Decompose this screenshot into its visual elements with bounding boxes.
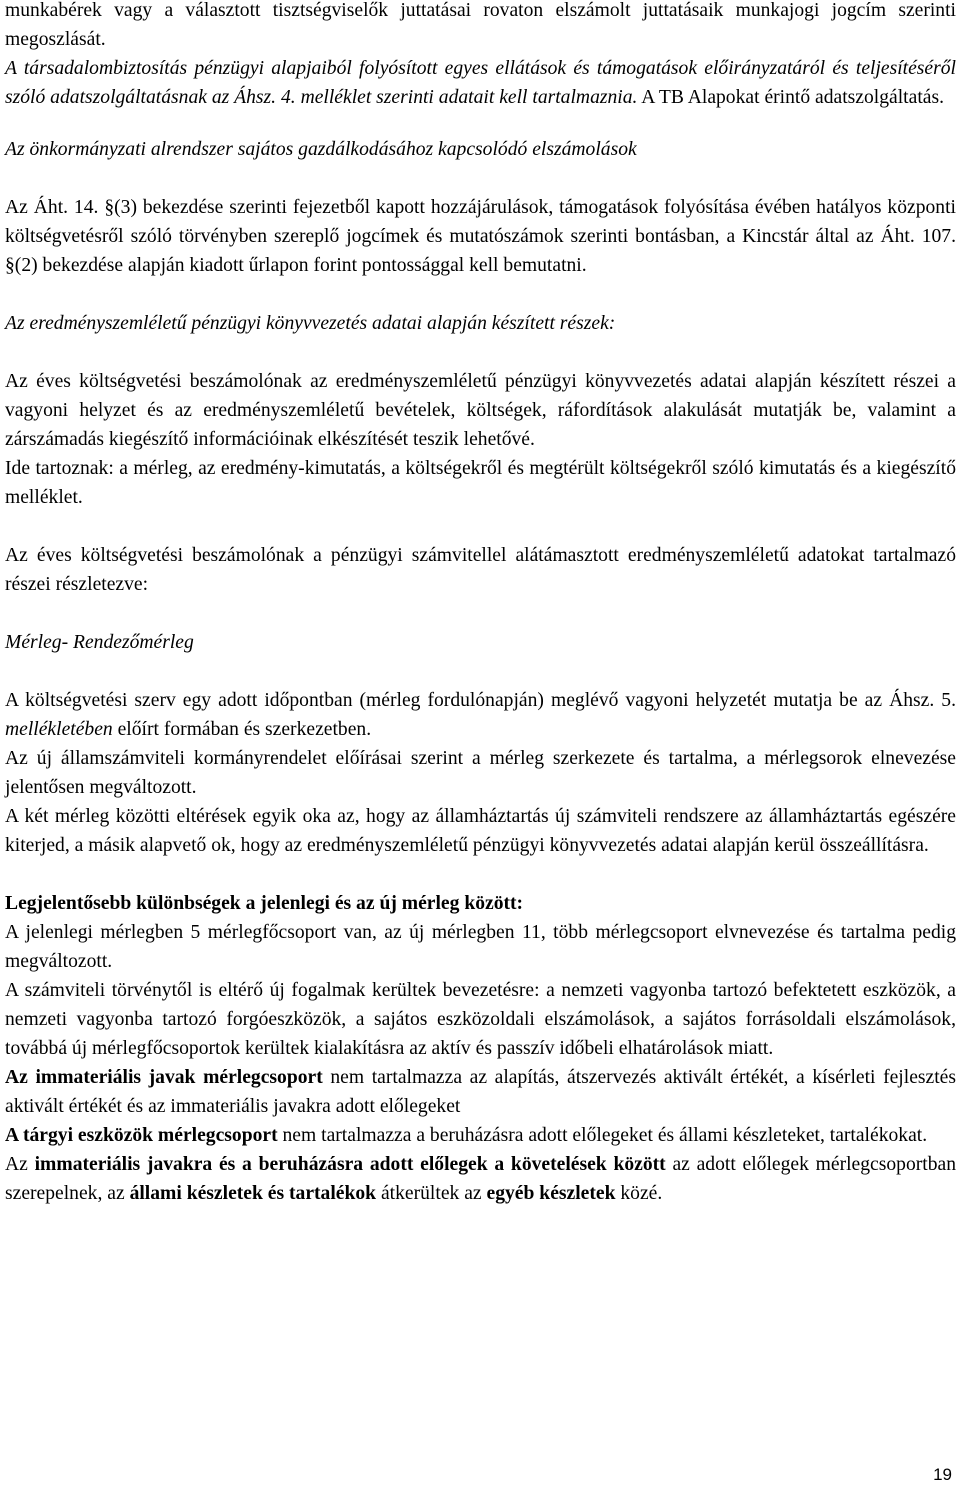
paragraph-uj-fogalmak: A számviteli törvénytől is eltérő új fogalmak kerültek bevezetésre: a nemzeti vagyonba tartozó befektetett eszközök, a nemzeti vagyonba tartozó forgóeszközök, a sajátos eszközoldali elszámolások, a sajátos forrásoldali elszámolások, továbbá új mérlegfőcsoportok kerültek kialakításra az aktív és passzív időbeli elhatárolások miatt. — [5, 980, 956, 1059]
paragraph-jelenlegi-merleg: A jelenlegi mérlegben 5 mérlegfőcsoport van, az új mérlegben 11, több mérlegcsoport elvnevezése és tartalma pedig megváltozott. — [5, 922, 956, 972]
paragraph-ket-merleg: A két mérleg közötti eltérések egyik oka az, hogy az államháztartás új számviteli rendszere az államháztartás egészére kiterjed, a másik alapvető ok, hogy az eredményszemléletű pénzügyi könyvvezetés adatai alapján kerül összeállításra. — [5, 806, 956, 856]
paragraph-elolegek: Az immateriális javakra és a beruházásra adott előlegek a követelések között az adott előlegek mérlegcsoportban szerepelnek, az állami készletek és tartalékok átkerültek az egyéb készletek közé. — [5, 1154, 957, 1204]
paragraph-uj-kormanyrendelet: Az új államszámviteli kormányrendelet előírásai szerint a mérleg szerkezete és tartalma, a mérlegsorok elnevezése jelentősen megváltozott. — [5, 748, 956, 798]
paragraph-penzugyi-szamvitel: Az éves költségvetési beszámolónak a pénzügyi számvitellel alátámasztott eredményszemléletű adatokat tartalmazó részei részletezve: — [5, 545, 956, 595]
paragraph-eves-beszamolo: Az éves költségvetési beszámolónak az eredményszemléletű pénzügyi könyvvezetés adatai alapján készített részei a vagyoni helyzet és az eredményszemléletű bevételek, költségek, ráfordítások alakulását mutatják be, valamint a zárszámadás kiegészítő információinak elkészítését teszik lehetővé. — [5, 371, 956, 450]
paragraph-targyi-eszkozok: A tárgyi eszközök mérlegcsoport nem tartalmazza a beruházásra adott előlegeket és állami készleteket, tartalékokat. — [5, 1125, 928, 1146]
document-page — [5, 0, 956, 1208]
paragraph-koltsegvetesi-szerv: A költségvetési szerv egy adott időpontban (mérleg fordulónapján) meglévő vagyoni helyzetét mutatja be az Áhsz. 5. mellékletében előírt formában és szerkezetben. — [5, 690, 956, 740]
heading-eredmenyszemleletu: Az eredményszemléletű pénzügyi könyvvezetés adatai alapján készített részek: — [5, 313, 616, 334]
paragraph-aht-14: Az Áht. 14. §(3) bekezdése szerinti fejezetből kapott hozzájárulások, támogatások folyósítása évében hatályos központi költségvetésről szóló törvényben szereplő jogcímek és mutatószámok szerinti bontásban, a Kincstár által az Áht. 107. §(2) bekezdése alapján kiadott űrlapon forint pontossággal kell bemutatni. — [5, 197, 956, 276]
page-number: 19 — [933, 1465, 952, 1484]
paragraph-immaterialis: Az immateriális javak mérlegcsoport nem tartalmazza az alapítás, átszervezés aktivált értékét, a kísérleti fejlesztés aktivált értékét és az immateriális javakra adott előlegeket — [5, 1067, 956, 1117]
paragraph-tb-adatszolgaltatas — [5, 54, 956, 112]
paragraph-ide-tartoznak: Ide tartoznak: a mérleg, az eredmény-kimutatás, a költségekről és megtérült költségekről szóló kimutatás és a kiegészítő melléklet. — [5, 458, 956, 508]
paragraph-juttatasok: munkabérek vagy a választott tisztségviselők juttatásai rovaton elszámolt juttatásaik munkajogi jogcím szerinti megoszlását. — [5, 0, 956, 50]
tb-italic-text: A társadalombiztosítás pénzügyi alapjaiból folyósított egyes ellátások és támogatások előirányzatáról és teljesítéséről szóló adatszolgáltatásnak az Áhsz. 4. melléklet szerinti adatait kell tartalmaznia. — [5, 58, 956, 108]
heading-legjelentosebb: Legjelentősebb különbségek a jelenlegi és az új mérleg között: — [5, 893, 524, 914]
heading-merleg: Mérleg- Rendezőmérleg — [5, 632, 194, 653]
tb-normal-text: A TB Alapokat érintő adatszolgáltatás. — [637, 87, 944, 108]
heading-onkormanyzati: Az önkormányzati alrendszer sajátos gazdálkodásához kapcsolódó elszámolások — [5, 139, 637, 160]
